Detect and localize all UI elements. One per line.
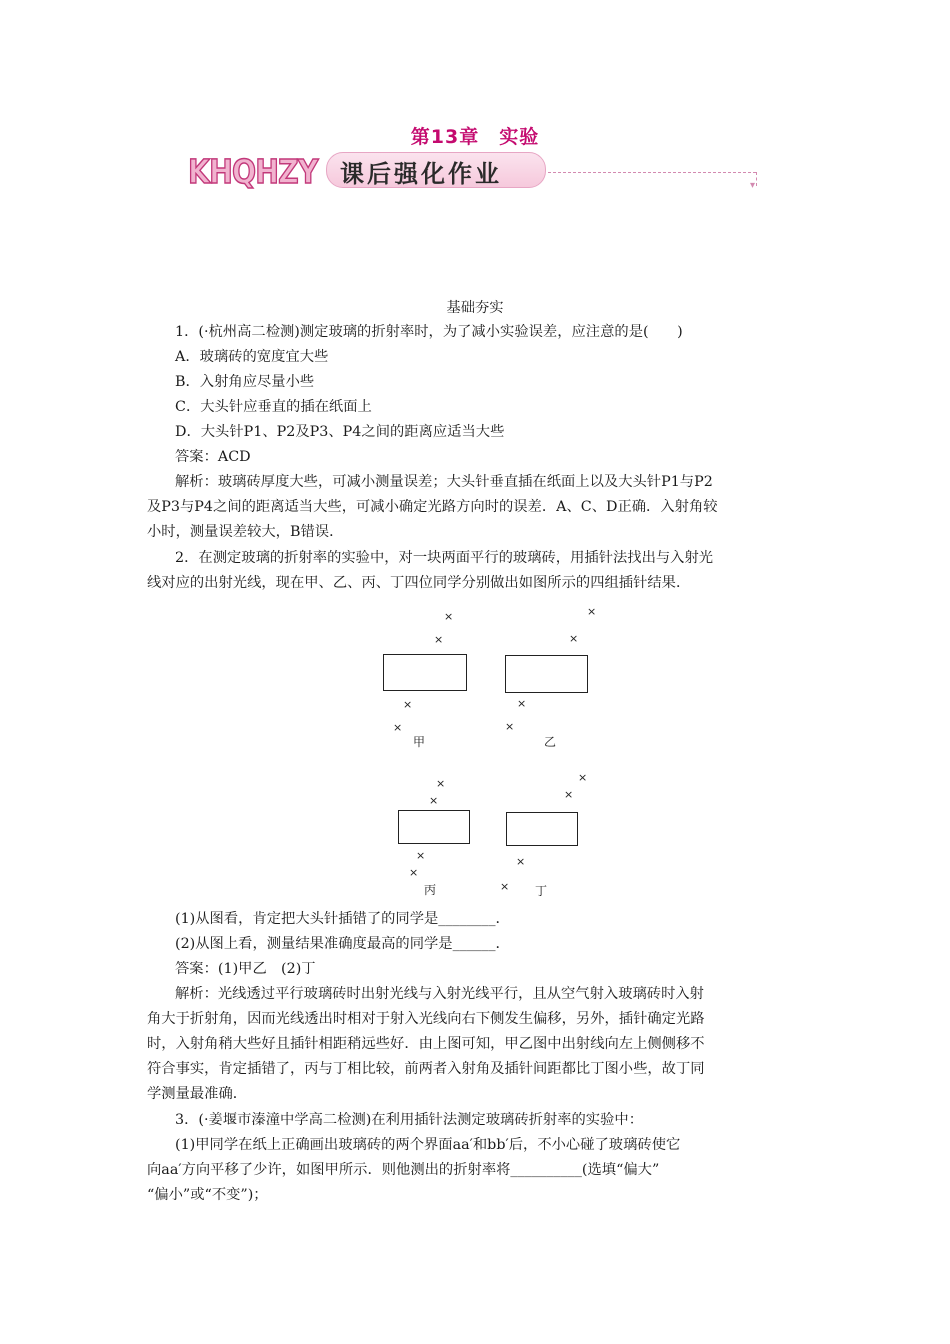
q2-analysis-line-4: 符合事实，肯定插错了，丙与丁相比较，前两者入射角及插针间距都比丁图小些，故丁同 xyxy=(147,1061,705,1077)
pin-mark: × xyxy=(416,849,426,862)
q2-sub1: (1)从图看，肯定把大头针插错了的同学是________． xyxy=(175,911,510,927)
q1-option-d: D．大头针P1、P2及P3、P4之间的距离应适当大些 xyxy=(175,424,505,440)
q2-stem-line-1: 2．在测定玻璃的折射率的实验中，对一块两面平行的玻璃砖，用插针法找出与入射光 xyxy=(175,550,714,566)
glass-block-jia xyxy=(383,654,467,691)
pin-mark: × xyxy=(436,777,446,790)
figure-label-bing: 丙 xyxy=(424,883,437,897)
glass-block-bing xyxy=(398,810,470,844)
pin-mark: × xyxy=(578,771,588,784)
glass-block-yi xyxy=(505,655,588,693)
pin-mark: × xyxy=(434,633,444,646)
q1-option-a: A．玻璃砖的宽度宜大些 xyxy=(175,349,329,365)
pin-mark: × xyxy=(587,605,597,618)
q2-answer: 答案：(1)甲乙 (2)丁 xyxy=(175,961,316,977)
banner-logo: KHQHZY xyxy=(188,152,318,191)
pin-mark: × xyxy=(393,721,403,734)
figure-label-ding: 丁 xyxy=(535,884,548,898)
pin-mark: × xyxy=(505,720,515,733)
q2-analysis-line-5: 学测量最准确． xyxy=(147,1086,248,1102)
pin-mark: × xyxy=(409,866,419,879)
pin-mark: × xyxy=(403,698,413,711)
q1-answer: 答案：ACD xyxy=(175,449,251,465)
pin-mark: × xyxy=(564,788,574,801)
q2-stem-line-2: 线对应的出射光线，现在甲、乙、丙、丁四位同学分别做出如图所示的四组插针结果． xyxy=(147,575,691,591)
q1-analysis-line-1: 解析：玻璃砖厚度大些，可减小测量误差；大头针垂直插在纸面上以及大头针P1与P2 xyxy=(175,474,713,490)
banner-dashed-end xyxy=(756,172,757,186)
q2-analysis-line-1: 解析：光线透过平行玻璃砖时出射光线与入射光线平行，且从空气射入玻璃砖时入射 xyxy=(175,986,704,1002)
q1-analysis-line-2: 及P3与P4之间的距离适当大些，可减小确定光路方向时的误差．A、C、D正确．入射角较 xyxy=(147,499,718,515)
figure-label-jia: 甲 xyxy=(413,735,426,749)
q1-option-c: C．大头针应垂直的插在纸面上 xyxy=(175,399,372,415)
glass-block-ding xyxy=(506,812,578,846)
q1-option-b: B．入射角应尽量小些 xyxy=(175,374,315,390)
chapter-title: 第13章 实验 xyxy=(410,126,540,148)
chevron-down-icon: ▾ xyxy=(750,180,756,191)
q3-sub1-line-1: (1)甲同学在纸上正确画出玻璃砖的两个界面aa′和bb′后，不小心碰了玻璃砖使它 xyxy=(175,1137,681,1153)
banner-dashed-line xyxy=(548,172,756,173)
q3-stem: 3．(·姜堰市溱潼中学高二检测)在利用插针法测定玻璃砖折射率的实验中： xyxy=(175,1112,643,1128)
pin-mark: × xyxy=(569,632,579,645)
pin-mark: × xyxy=(444,610,454,623)
banner-text: 课后强化作业 xyxy=(340,160,502,188)
q2-analysis-line-3: 时，入射角稍大些好且插针相距稍远些好．由上图可知，甲乙图中出射线向左上侧侧移不 xyxy=(147,1036,705,1052)
q1-analysis-line-3: 小时，测量误差较大，B错误． xyxy=(147,524,344,540)
pin-mark: × xyxy=(429,794,439,807)
figure-label-yi: 乙 xyxy=(544,735,557,749)
section-title: 基础夯实 xyxy=(446,300,504,316)
q2-sub2: (2)从图上看，测量结果准确度最高的同学是______． xyxy=(175,936,510,952)
q3-sub1-line-2: 向aa′方向平移了少许，如图甲所示．则他测出的折射率将__________(选填“偏大” xyxy=(147,1162,660,1178)
pin-mark: × xyxy=(500,880,510,893)
q1-stem: 1．(·杭州高二检测)测定玻璃的折射率时，为了减小实验误差，应注意的是( ) xyxy=(175,324,683,340)
q2-analysis-line-2: 角大于折射角，因而光线透出时相对于射入光线向右下侧发生偏移，另外，插针确定光路 xyxy=(147,1011,705,1027)
pin-mark: × xyxy=(517,697,527,710)
pin-mark: × xyxy=(516,855,526,868)
q3-sub1-line-3: “偏小”或“不变”)； xyxy=(147,1187,268,1203)
